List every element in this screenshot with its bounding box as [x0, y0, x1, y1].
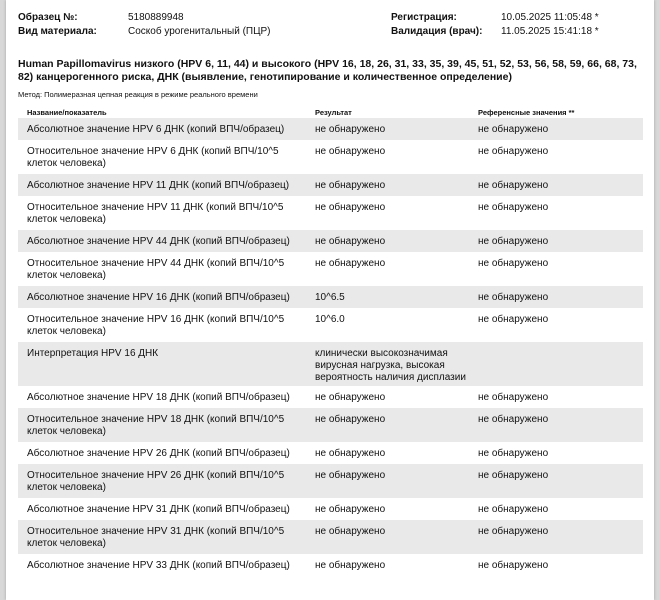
column-header-reference: Референсные значения **	[478, 108, 575, 117]
table-row	[18, 196, 643, 230]
row-name: Абсолютное значение HPV 31 ДНК (копий ВПЧ/образец)	[27, 504, 290, 515]
table-row	[18, 230, 643, 252]
row-reference: не обнаружено	[478, 470, 549, 481]
table-row	[18, 498, 643, 520]
row-result: не обнаружено	[315, 392, 386, 403]
table-row	[18, 342, 643, 386]
row-reference: не обнаружено	[478, 392, 549, 403]
row-reference: не обнаружено	[478, 124, 549, 135]
row-result: не обнаружено	[315, 560, 386, 571]
row-name: Относительное значение HPV 44 ДНК (копий ВПЧ/10^5 клеток человека)	[27, 258, 285, 281]
table-row	[18, 140, 643, 174]
row-result: 10^6.5	[315, 292, 345, 303]
row-name: Абсолютное значение HPV 18 ДНК (копий ВПЧ/образец)	[27, 392, 290, 403]
row-reference: не обнаружено	[478, 258, 549, 269]
row-name: Абсолютное значение HPV 26 ДНК (копий ВПЧ/образец)	[27, 448, 290, 459]
row-result: не обнаружено	[315, 448, 386, 459]
table-row	[18, 554, 643, 576]
table-row	[18, 308, 643, 342]
row-result: не обнаружено	[315, 526, 386, 537]
row-name: Абсолютное значение HPV 16 ДНК (копий ВПЧ/образец)	[27, 292, 290, 303]
registration-datetime: 10.05.2025 11:05:48 *	[501, 12, 599, 23]
table-row	[18, 386, 643, 408]
table-row	[18, 286, 643, 308]
column-header-name: Название/показатель	[27, 108, 107, 117]
validation-label: Валидация (врач):	[391, 26, 483, 37]
row-reference: не обнаружено	[478, 448, 549, 459]
row-result: не обнаружено	[315, 504, 386, 515]
row-result: не обнаружено	[315, 258, 386, 269]
test-title: Human Papillomavirus низкого (HPV 6, 11, 44) и высокого (HPV 16, 18, 26, 31, 33, 35, 39, 45, 51, 52, 53, 56, 58, 59, 66, 68, 73, 82) канцерогенного риска, ДНК (выявление, генотипирование и количественное определение)	[18, 58, 637, 83]
row-name: Абсолютное значение HPV 11 ДНК (копий ВПЧ/образец)	[27, 180, 290, 191]
row-name: Относительное значение HPV 18 ДНК (копий ВПЧ/10^5 клеток человека)	[27, 414, 285, 437]
row-result: не обнаружено	[315, 146, 386, 157]
row-result: не обнаружено	[315, 470, 386, 481]
row-reference: не обнаружено	[478, 236, 549, 247]
report-page	[6, 0, 654, 600]
row-name: Относительное значение HPV 31 ДНК (копий ВПЧ/10^5 клеток человека)	[27, 526, 285, 549]
sample-label: Образец №:	[18, 12, 78, 23]
row-reference: не обнаружено	[478, 414, 549, 425]
row-result: не обнаружено	[315, 414, 386, 425]
row-result: не обнаружено	[315, 202, 386, 213]
row-name: Абсолютное значение HPV 6 ДНК (копий ВПЧ/образец)	[27, 124, 285, 135]
row-name: Относительное значение HPV 26 ДНК (копий ВПЧ/10^5 клеток человека)	[27, 470, 285, 493]
row-name: Абсолютное значение HPV 44 ДНК (копий ВПЧ/образец)	[27, 236, 290, 247]
row-reference: не обнаружено	[478, 146, 549, 157]
material-label: Вид материала:	[18, 26, 97, 37]
row-name: Интерпретация HPV 16 ДНК	[27, 348, 159, 359]
table-row	[18, 174, 643, 196]
table-row	[18, 442, 643, 464]
table-row	[18, 252, 643, 286]
results-table	[18, 118, 643, 576]
row-reference: не обнаружено	[478, 526, 549, 537]
column-header-result: Результат	[315, 108, 352, 117]
material-value: Соскоб урогенитальный (ПЦР)	[128, 26, 271, 37]
row-name: Относительное значение HPV 16 ДНК (копий ВПЧ/10^5 клеток человека)	[27, 314, 285, 337]
registration-label: Регистрация:	[391, 12, 457, 23]
row-reference: не обнаружено	[478, 560, 549, 571]
row-result: не обнаружено	[315, 180, 386, 191]
row-reference: не обнаружено	[478, 180, 549, 191]
row-reference: не обнаружено	[478, 504, 549, 515]
row-name: Относительное значение HPV 11 ДНК (копий ВПЧ/10^5 клеток человека)	[27, 202, 284, 225]
test-method: Метод: Полимеразная цепная реакция в режиме реального времени	[18, 90, 258, 99]
table-row	[18, 118, 643, 140]
sample-number: 5180889948	[128, 12, 184, 23]
row-name: Абсолютное значение HPV 33 ДНК (копий ВПЧ/образец)	[27, 560, 290, 571]
row-result: не обнаружено	[315, 236, 386, 247]
validation-datetime: 11.05.2025 15:41:18 *	[501, 26, 599, 37]
row-reference: не обнаружено	[478, 202, 549, 213]
row-result: не обнаружено	[315, 124, 386, 135]
table-row	[18, 408, 643, 442]
row-reference: не обнаружено	[478, 292, 549, 303]
row-result: клинически высокозначимая вирусная нагрузка, высокая вероятность наличия дисплазии	[315, 348, 466, 383]
row-reference: не обнаружено	[478, 314, 549, 325]
row-name: Относительное значение HPV 6 ДНК (копий ВПЧ/10^5 клеток человека)	[27, 146, 279, 169]
table-row	[18, 520, 643, 554]
table-row	[18, 464, 643, 498]
row-result: 10^6.0	[315, 314, 345, 325]
